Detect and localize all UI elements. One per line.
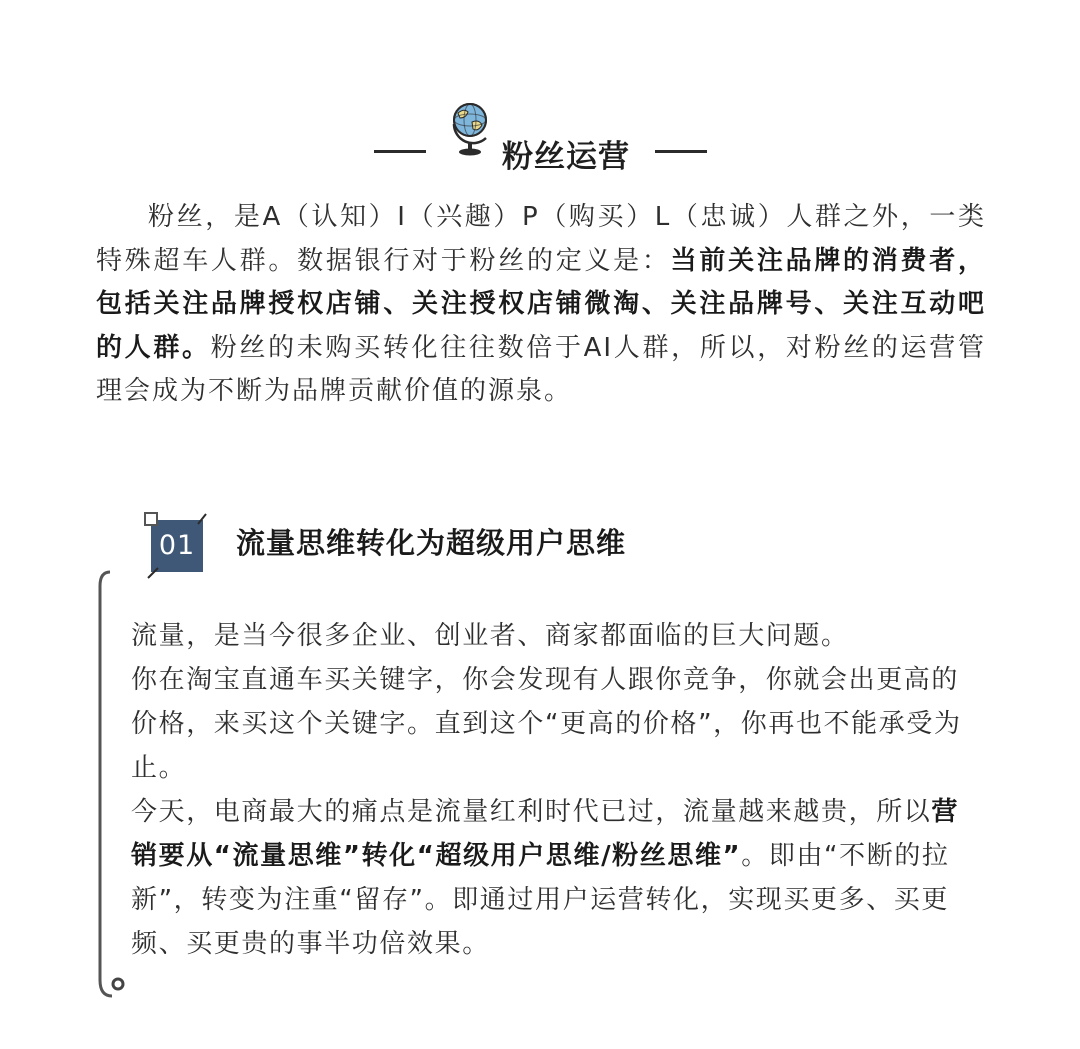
section-title: 流量思维转化为超级用户思维 [236,526,627,560]
intro-text [96,196,986,414]
intro-text-part-1: 粉丝，是A（认知）I（兴趣）P（购买）L（忠诚）人群之外，一类特殊超车人群。数据银行对于粉丝的定义是： [96,202,986,276]
intro-text-part-2: 粉丝的未购买转化往往数倍于AI人群，所以，对粉丝的运营管理会成为不断为品牌贡献价值的源泉。 [96,332,986,406]
badge-corner-square [144,512,158,526]
section-number: 01 [151,520,203,572]
intro-text-emphasis: 当前关注品牌的消费者，包括关注品牌授权店铺、关注授权店铺微淘、关注品牌号、关注互动吧的人群。 [96,245,986,363]
globe-icon [446,98,496,160]
section-number-badge [144,510,214,580]
body-line-1: 流量，是当今很多企业、创业者、商家都面临的巨大问题。 [131,621,849,651]
section-heading [0,98,1080,175]
heading-rule-right [655,150,707,153]
intro-paragraph [96,196,986,414]
section-body [131,614,971,966]
body-line-3-emphasis: 营销要从“流量思维”转化“超级用户思维/粉丝思维” [131,797,960,871]
bracket-decoration [94,568,134,1004]
body-line-3-part-2: 。即由“不断的拉新”，转变为注重“留存”。即通过用户运营转化，实现买更多、买更频、买更贵的事半功倍效果。 [131,841,950,959]
body-line-3-part-1: 今天，电商最大的痛点是流量红利时代已过，流量越来越贵，所以 [131,797,932,827]
body-line-2: 你在淘宝直通车买关键字，你会发现有人跟你竞争，你就会出更高的价格，来买这个关键字。直到这个“更高的价格”，你再也不能承受为止。 [131,665,962,783]
heading-rule-left [374,150,426,153]
heading-title: 粉丝运营 [502,139,630,175]
body-line-3 [131,790,971,966]
